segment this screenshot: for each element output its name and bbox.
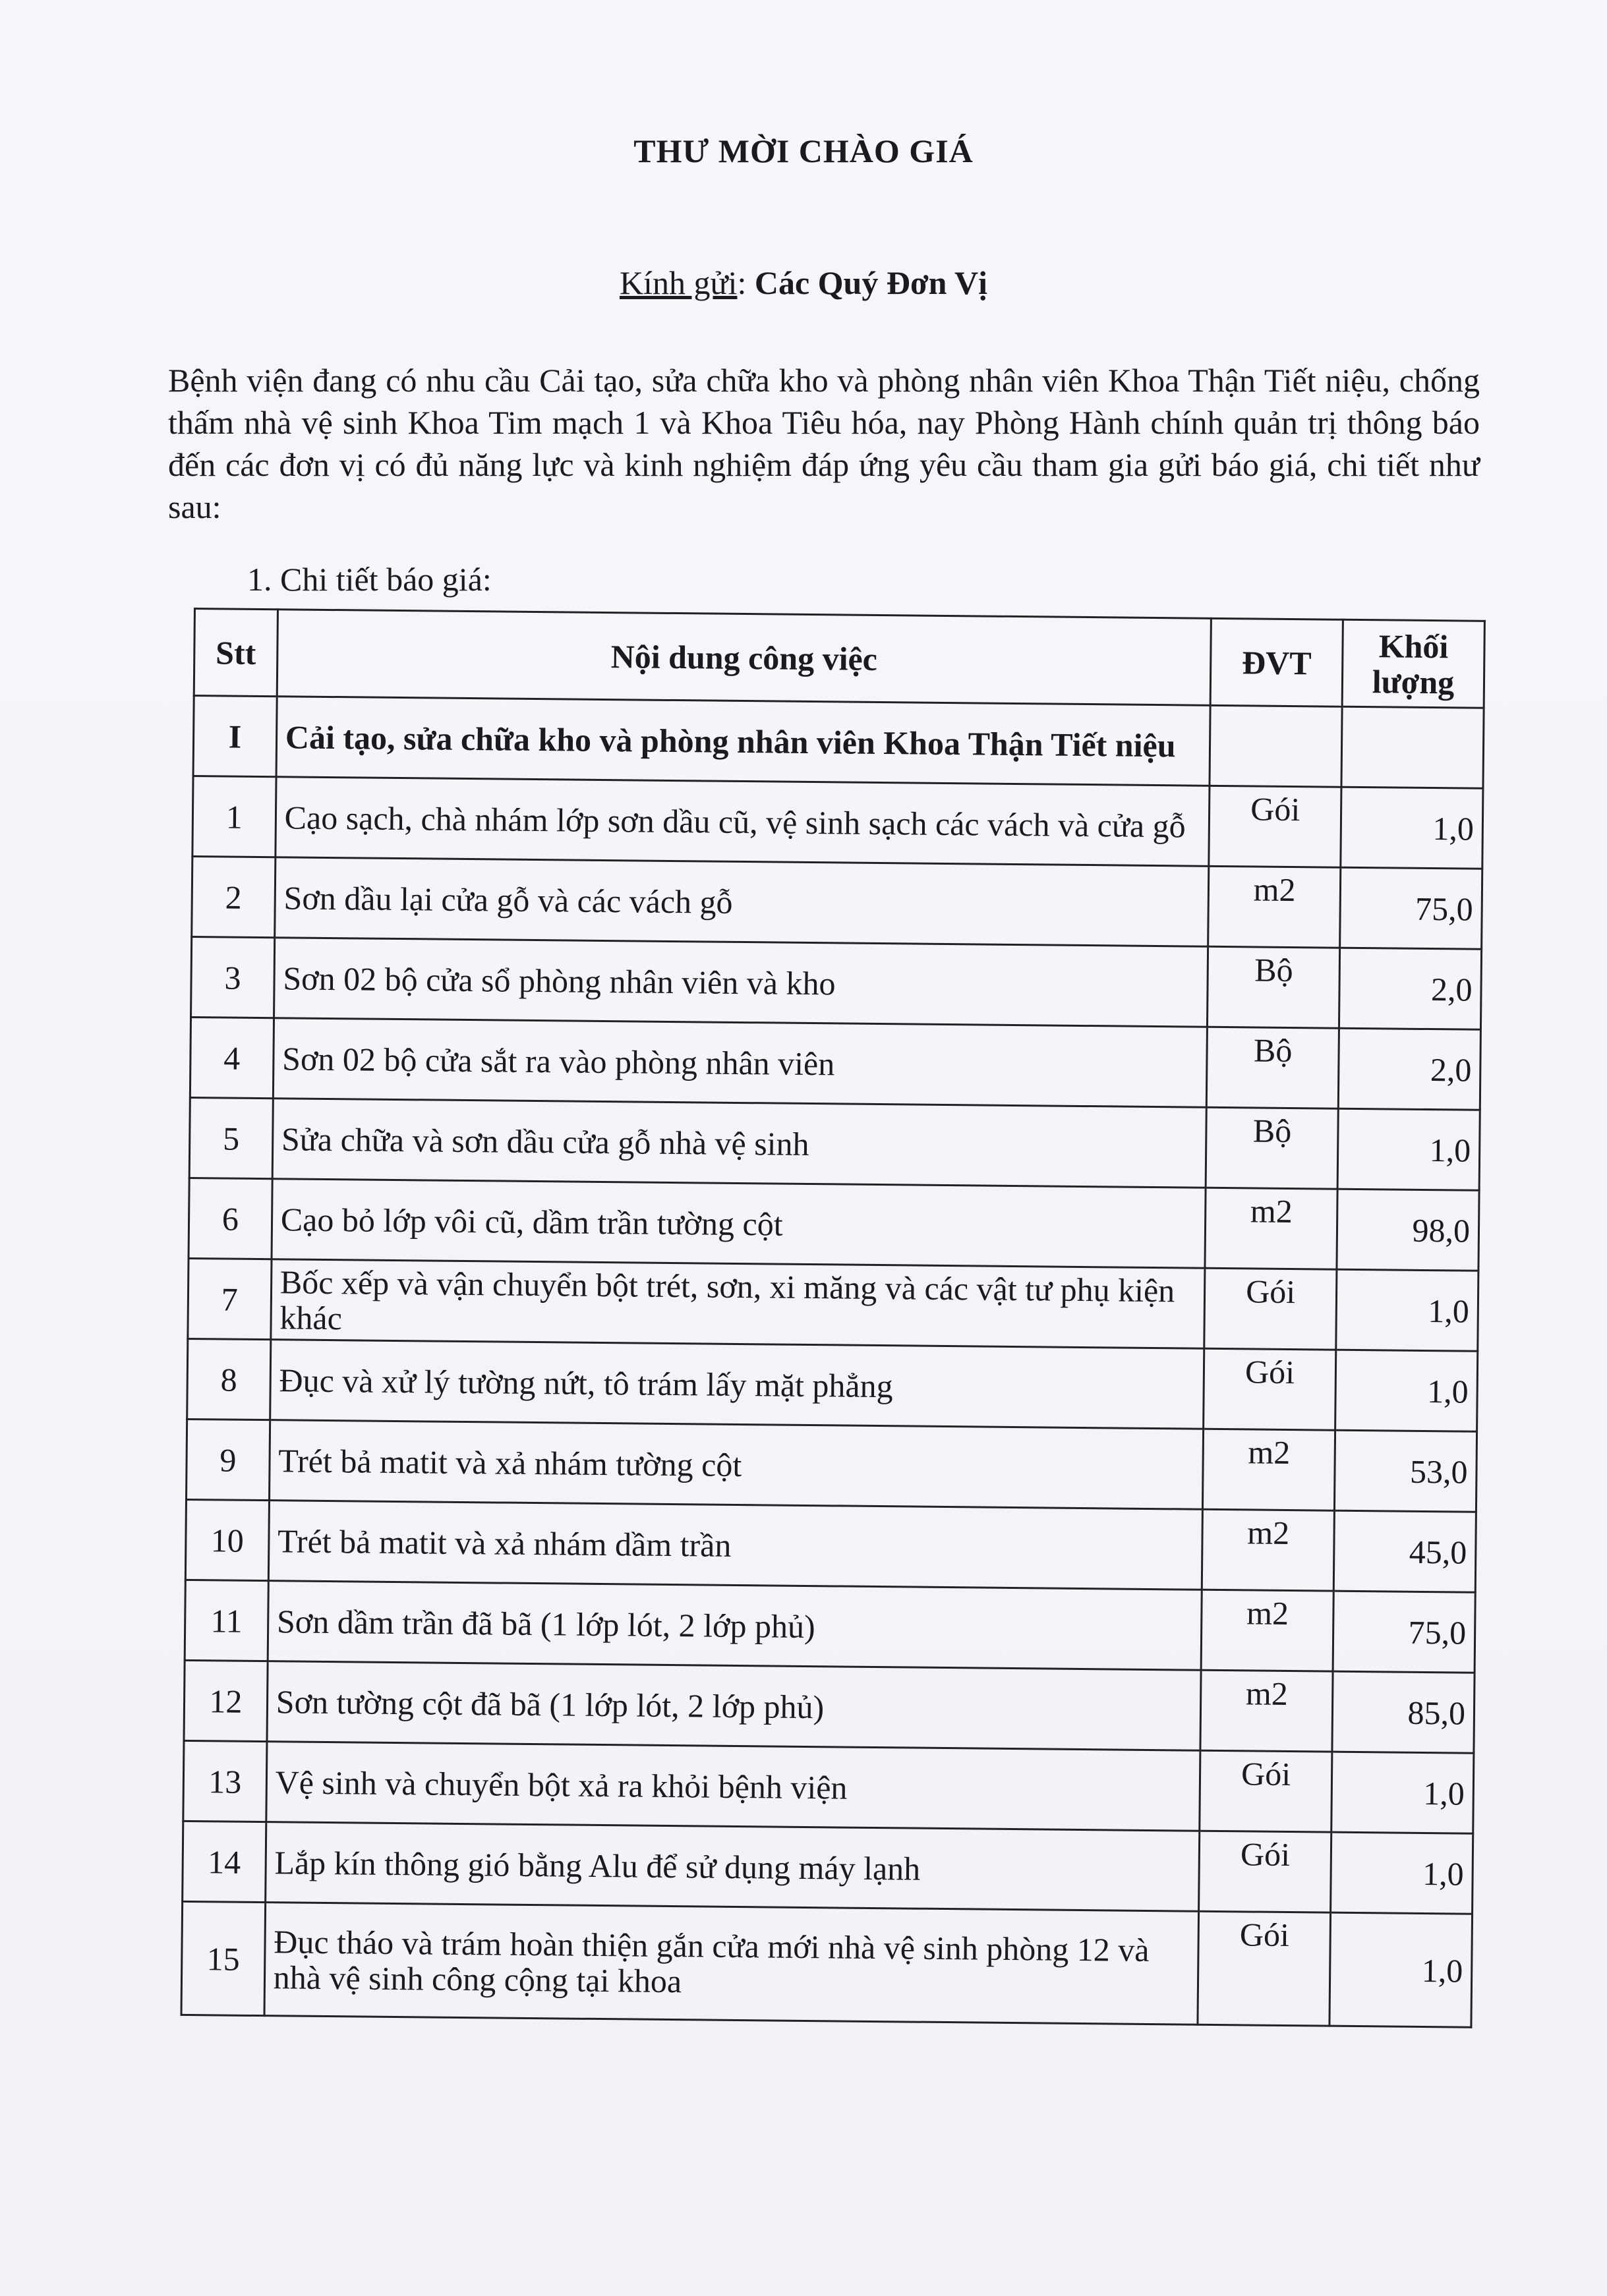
row-unit: Gói <box>1200 1750 1332 1832</box>
row-stt: 10 <box>185 1499 269 1580</box>
table-row <box>189 1178 1479 1271</box>
row-unit: m2 <box>1201 1590 1333 1671</box>
table-row <box>192 856 1482 949</box>
table-row <box>192 776 1483 869</box>
intro-paragraph: Bệnh viện đang có nhu cầu Cải tạo, sửa chữa kho và phòng nhân viên Khoa Thận Tiết niệu, chống thấm nhà vệ sinh Khoa Tim mạch 1 và Khoa Tiêu hóa, nay Phòng Hành chính quản trị thông báo đến các đơn vị có đủ năng lực và kinh nghiệm đáp ứng yêu cầu tham gia gửi báo giá, chi tiết như sau: <box>168 362 1480 525</box>
greeting-separator: : <box>737 264 755 301</box>
row-description: Sơn dầm trần đã bã (1 lớp lót, 2 lớp phủ) <box>268 1581 1202 1671</box>
row-quantity: 1,0 <box>1337 1108 1480 1190</box>
row-quantity: 1,0 <box>1341 787 1483 869</box>
table-row <box>187 1338 1478 1431</box>
row-quantity: 45,0 <box>1333 1510 1476 1592</box>
row-stt: 15 <box>181 1901 265 2015</box>
greeting-label: Kính gửi <box>619 264 738 301</box>
row-quantity: 2,0 <box>1339 948 1481 1029</box>
row-description: Sơn 02 bộ cửa sắt ra vào phòng nhân viên <box>273 1018 1208 1108</box>
row-unit: Gói <box>1204 1348 1336 1430</box>
table-row <box>191 936 1482 1029</box>
row-quantity: 53,0 <box>1334 1430 1476 1512</box>
row-stt: 3 <box>191 936 275 1018</box>
table-row <box>184 1660 1475 1753</box>
header-stt: Stt <box>194 609 278 697</box>
row-description: Đục và xử lý tường nứt, tô trám lấy mặt phẳng <box>270 1340 1204 1429</box>
row-stt: 2 <box>192 856 276 937</box>
quotation-table <box>180 608 1485 2028</box>
section-heading: 1. Chi tiết báo giá: <box>247 561 492 598</box>
row-unit: Bộ <box>1208 946 1340 1028</box>
row-description: Đục tháo và trám hoàn thiện gắn cửa mới nhà vệ sinh phòng 12 và nhà vệ sinh công cộng tại khoa <box>264 1903 1199 2025</box>
row-description: Vệ sinh và chuyển bột xả ra khỏi bệnh viện <box>266 1742 1201 1831</box>
row-quantity: 1,0 <box>1329 1912 1473 2027</box>
greeting-recipient: Các Quý Đơn Vị <box>754 264 988 301</box>
row-stt: 9 <box>187 1419 270 1500</box>
row-stt: 1 <box>192 776 276 857</box>
table-row <box>183 1821 1473 1914</box>
row-unit: Bộ <box>1207 1027 1339 1108</box>
header-unit: ĐVT <box>1210 618 1343 706</box>
row-unit: Bộ <box>1206 1107 1338 1189</box>
row-quantity: 85,0 <box>1332 1671 1475 1753</box>
row-description: Trét bả matit và xả nhám dầm trần <box>268 1501 1203 1590</box>
row-unit: m2 <box>1208 866 1341 948</box>
table-row <box>181 1901 1473 2027</box>
row-description: Sơn tường cột đã bã (1 lớp lót, 2 lớp phủ) <box>267 1661 1202 1751</box>
row-description: Sơn dầu lại cửa gỗ và các vách gỗ <box>274 857 1209 947</box>
greeting-line <box>0 264 1607 302</box>
row-stt: 12 <box>184 1660 268 1741</box>
row-unit: Gói <box>1199 1831 1331 1912</box>
header-quantity: Khối lượng <box>1342 619 1484 708</box>
row-stt: 14 <box>183 1821 266 1902</box>
row-unit: m2 <box>1202 1509 1334 1591</box>
row-description: Bốc xếp và vận chuyển bột trét, sơn, xi măng và các vật tư phụ kiện khác <box>271 1259 1206 1349</box>
row-stt: 7 <box>188 1258 272 1339</box>
row-description: Sửa chữa và sơn dầu cửa gỗ nhà vệ sinh <box>272 1099 1207 1188</box>
row-quantity: 1,0 <box>1336 1269 1478 1351</box>
row-description: Cạo bỏ lớp vôi cũ, dầm trần tường cột <box>272 1179 1206 1269</box>
row-quantity: 1,0 <box>1331 1752 1474 1833</box>
table-row <box>183 1740 1474 1833</box>
row-quantity: 75,0 <box>1340 867 1482 949</box>
row-quantity: 75,0 <box>1333 1591 1475 1673</box>
row-unit: Gói <box>1198 1911 1330 2026</box>
row-unit: m2 <box>1200 1670 1333 1752</box>
table-row <box>190 1017 1480 1110</box>
row-stt: 5 <box>189 1097 273 1178</box>
row-unit: m2 <box>1205 1188 1337 1269</box>
row-description: Cạo sạch, chà nhám lớp sơn dầu cũ, vệ sinh sạch các vách và cửa gỗ <box>276 777 1210 867</box>
group-unit <box>1210 705 1342 787</box>
table-row <box>189 1097 1480 1190</box>
group-row <box>193 696 1484 789</box>
row-stt: 8 <box>187 1338 271 1420</box>
row-description: Trét bả matit và xả nhám tường cột <box>269 1420 1204 1510</box>
document-title: THƯ MỜI CHÀO GIÁ <box>633 132 974 169</box>
table-row <box>185 1499 1476 1592</box>
table-header-row <box>194 609 1484 708</box>
header-description: Nội dung công việc <box>277 610 1212 706</box>
row-quantity: 1,0 <box>1331 1832 1473 1914</box>
row-stt: 11 <box>185 1580 268 1661</box>
row-description: Lắp kín thông gió bằng Alu để sử dụng máy lạnh <box>265 1822 1200 1912</box>
row-quantity: 1,0 <box>1335 1350 1478 1431</box>
row-stt: 4 <box>190 1017 274 1098</box>
group-quantity <box>1341 706 1484 788</box>
table-row <box>187 1419 1477 1512</box>
table-row <box>188 1258 1478 1351</box>
row-unit: Gói <box>1209 786 1341 867</box>
table-row <box>185 1580 1475 1673</box>
row-stt: 6 <box>189 1178 272 1259</box>
group-stt: I <box>193 696 277 777</box>
row-quantity: 2,0 <box>1338 1028 1480 1110</box>
row-description: Sơn 02 bộ cửa sổ phòng nhân viên và kho <box>274 938 1208 1027</box>
row-quantity: 98,0 <box>1337 1189 1479 1271</box>
row-unit: Gói <box>1204 1268 1337 1350</box>
row-unit: m2 <box>1203 1429 1335 1510</box>
row-stt: 13 <box>183 1740 267 1822</box>
group-description: Cải tạo, sửa chữa kho và phòng nhân viên Khoa Thận Tiết niệu <box>276 697 1211 786</box>
